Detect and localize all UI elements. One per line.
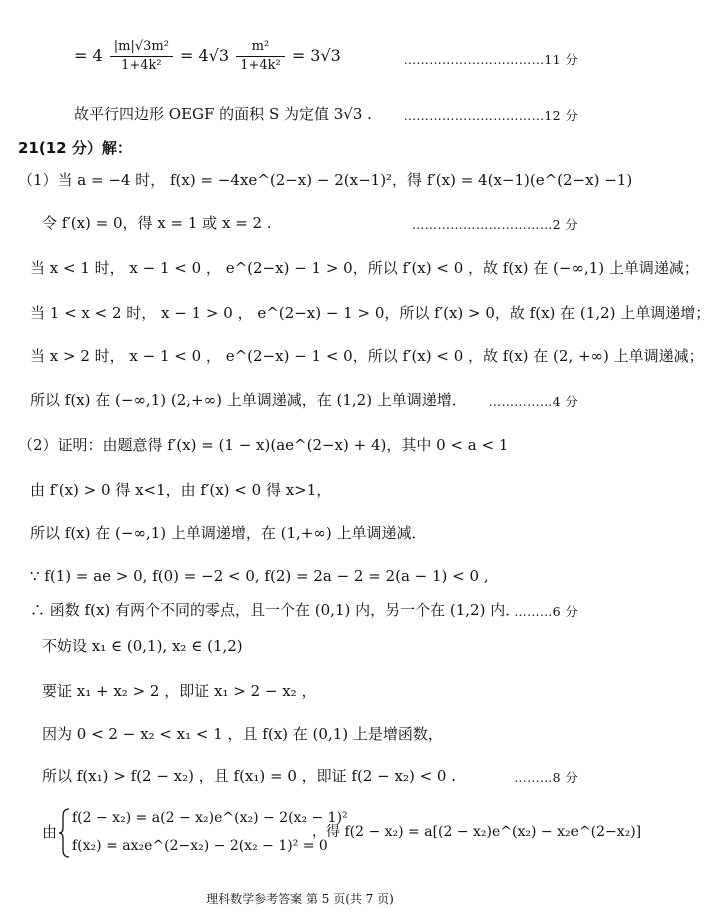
system-result: ，得 f(2 − x₂) = a[(2 − x₂)e^(x₂) − x₂e^(2−x₂)] (312, 824, 642, 840)
score-2: ……………………………2 分 (411, 217, 578, 232)
part2-zeros: ∴ 函数 f(x) 有两个不同的零点，且一个在 (0,1) 内，另一个在 (1,2) 内． (30, 601, 521, 619)
score-4: ……………4 分 (488, 394, 578, 409)
system-eq-1: f(2 − x₂) = a(2 − x₂)e^(x₂) − 2(x₂ − 1)² (72, 810, 348, 826)
fraction-1-denominator: 1+4k² (121, 58, 162, 73)
system-eq-2: f(x₂) = ax₂e^(2−x₂) − 2(x₂ − 1)² = 0 (72, 838, 328, 854)
monotonic-summary: 所以 f(x) 在 (−∞,1) (2,+∞) 上单调递减，在 (1,2) 上单调递增． (30, 391, 467, 409)
conclusion-area: 故平行四边形 OEGF 的面积 S 为定值 3√3 . (74, 105, 372, 123)
case-1-lt-x-lt-2: 当 1 < x < 2 时， x − 1 > 0 ， e^(2−x) − 1 > 0，所以 f′(x) > 0，故 f(x) 在 (1,2) 上单调递增； (30, 304, 710, 322)
to-prove: 要证 x₁ + x₂ > 2 ，即证 x₁ > 2 − x₂ ， (42, 682, 317, 700)
score-8: ………8 分 (514, 770, 578, 785)
score-6: ………6 分 (514, 604, 578, 619)
score-12: ……………………………12 分 (403, 108, 578, 123)
case-x-gt-2: 当 x > 2 时， x − 1 < 0 ， e^(2−x) − 1 < 0，所以 f′(x) < 0 ，故 f(x) 在 (2, +∞) 上单调递减； (30, 347, 704, 365)
part2-values: ∵ f(1) = ae > 0, f(0) = −2 < 0, f(2) = 2a − 2 = 2(a − 1) < 0 , (30, 567, 489, 585)
system-prefix: 由 (42, 823, 58, 841)
part2-monotonic: 所以 f(x) 在 (−∞,1) 上单调递增，在 (1,+∞) 上单调递减． (30, 524, 427, 542)
part2-derivative: （2）证明：由题意得 f′(x) = (1 − x)(ae^(2−x) + 4)，其中 0 < a < 1 (18, 436, 509, 454)
part2-sign: 由 f′(x) > 0 得 x<1，由 f′(x) < 0 得 x>1， (30, 481, 332, 499)
case-x-lt-1: 当 x < 1 时， x − 1 < 0 ， e^(2−x) − 1 > 0，所以 f′(x) < 0 ，故 f(x) 在 (−∞,1) 上单调递减； (30, 259, 699, 277)
fraction-1-numerator: |m|√3m² (110, 38, 173, 57)
fraction-2 (236, 38, 285, 75)
assume-x1-x2: 不妨设 x₁ ∈ (0,1), x₂ ∈ (1,2) (42, 637, 243, 655)
equivalent-claim: 所以 f(x₁) > f(2 − x₂) ，且 f(x₁) = 0 ，即证 f(2 − x₂) < 0 . (42, 767, 456, 785)
fraction-2-denominator: 1+4k² (240, 58, 281, 73)
fraction-1 (110, 38, 173, 75)
eq-area-fraction (74, 38, 341, 75)
problem-21-heading: 21(12 分）解： (18, 139, 132, 157)
score-11: ……………………………11 分 (403, 52, 578, 67)
part1-critical-points: 令 f′(x) = 0，得 x = 1 或 x = 2 . (42, 214, 272, 232)
eq-result: = 3√3 (291, 46, 341, 65)
fraction-2-numerator: m² (236, 38, 285, 57)
eq-middle: = 4√3 (180, 46, 230, 65)
eq-lhs: = 4 (74, 46, 103, 65)
because-increasing: 因为 0 < 2 − x₂ < x₁ < 1 ，且 f(x) 在 (0,1) 上是增函数， (42, 725, 443, 743)
page-footer: 理科数学参考答案 第 5 页(共 7 页) (206, 892, 394, 906)
part1-derivative: （1）当 a = −4 时， f(x) = −4xe^(2−x) − 2(x−1)²，得 f′(x) = 4(x−1)(e^(2−x) −1) (18, 171, 633, 189)
left-brace-icon (58, 808, 70, 858)
